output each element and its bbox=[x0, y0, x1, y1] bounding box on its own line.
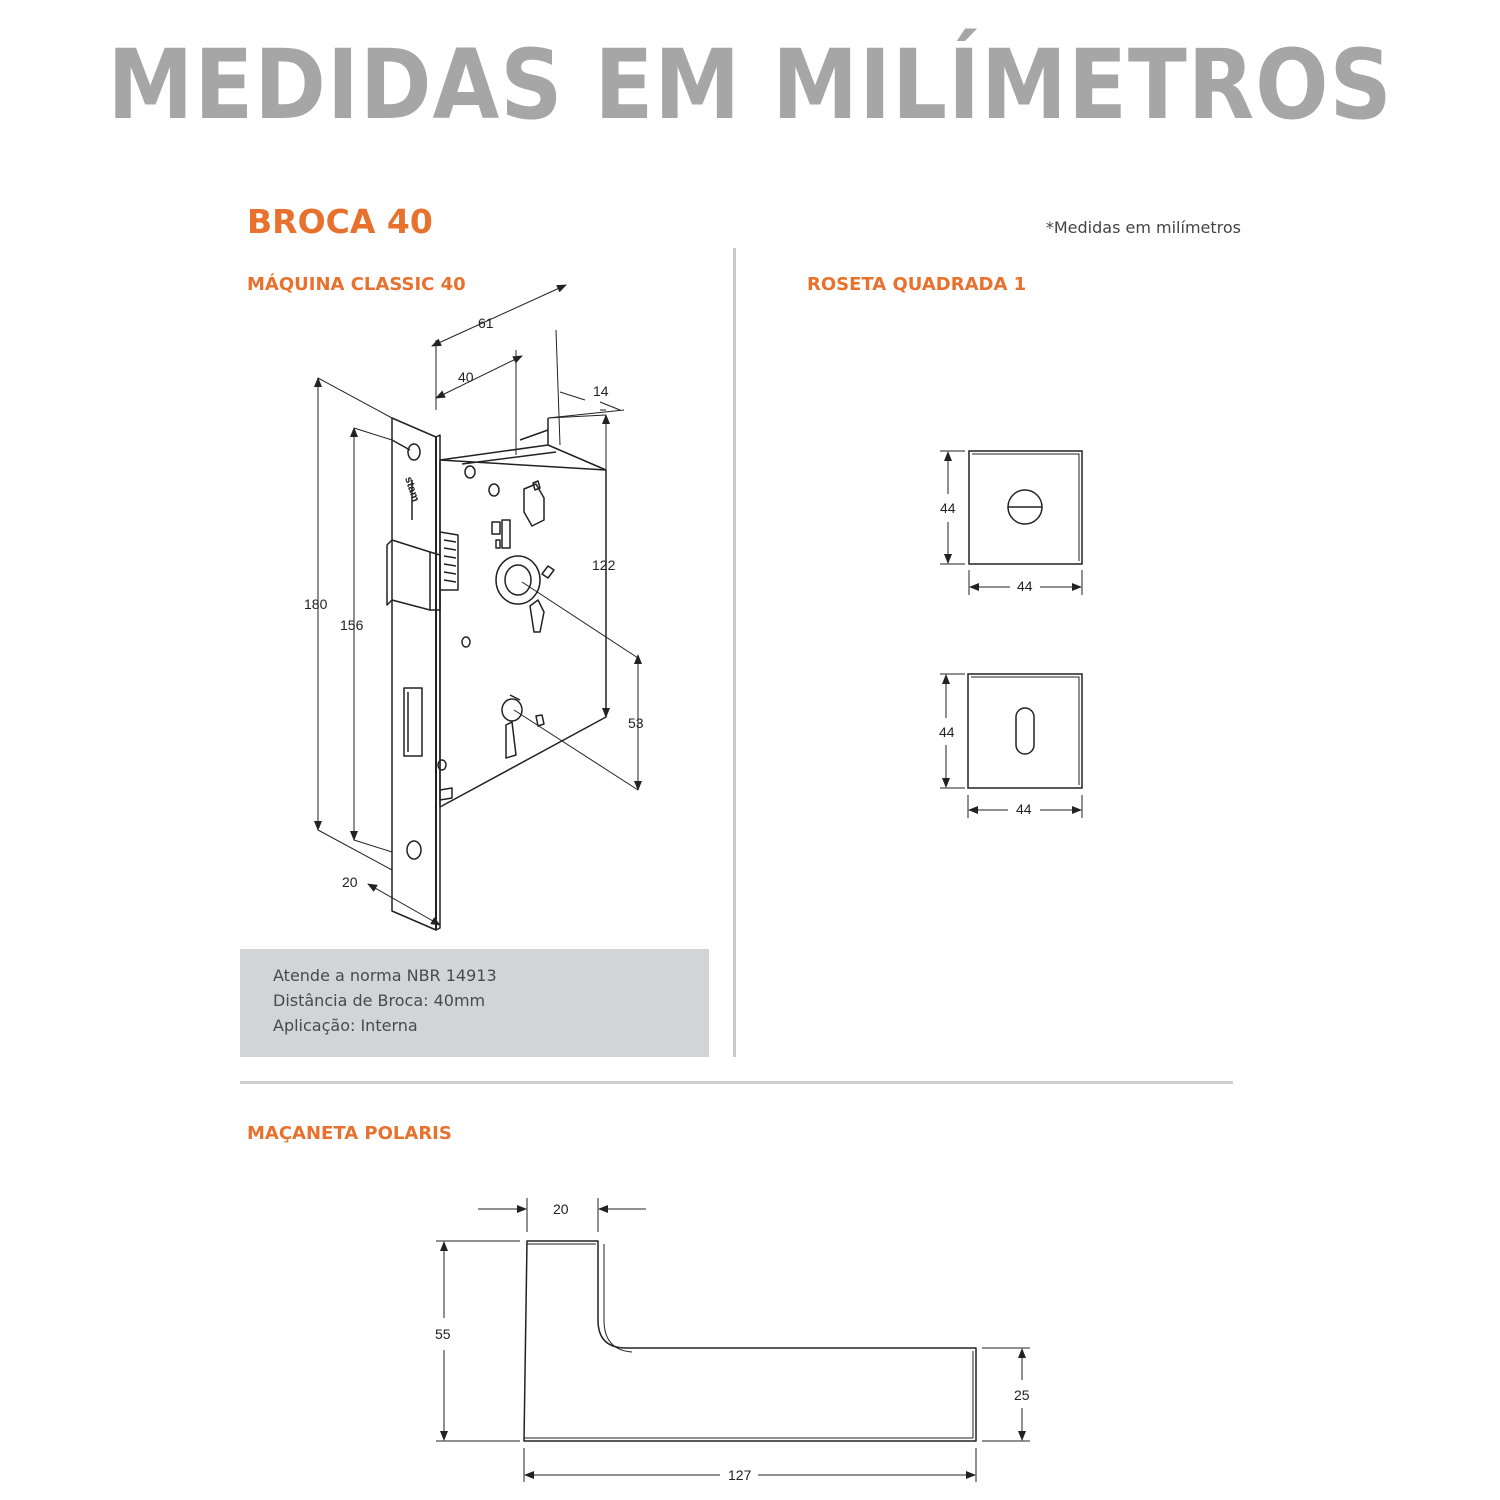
brand-mark-stam: stam bbox=[402, 475, 422, 504]
units-note: *Medidas em milímetros bbox=[1045, 218, 1241, 237]
page-title: MEDIDAS EM MILÍMETROS bbox=[107, 29, 1393, 141]
dim-machine-offset: 14 bbox=[593, 383, 609, 399]
handle-drawing bbox=[524, 1241, 976, 1441]
dim-rosette-bottom-height: 44 bbox=[939, 724, 955, 740]
subtitle-broca: BROCA 40 bbox=[247, 202, 433, 241]
dim-machine-depth-total: 61 bbox=[478, 315, 494, 331]
dim-machine-backset: 40 bbox=[458, 369, 474, 385]
section-handle-title: MAÇANETA POLARIS bbox=[247, 1123, 452, 1144]
dim-rosette-bottom-width: 44 bbox=[1016, 801, 1032, 817]
info-line-norma: Atende a norma NBR 14913 bbox=[273, 966, 497, 985]
rosette-key-drawing bbox=[968, 674, 1082, 788]
dim-machine-center-distance: 53 bbox=[628, 715, 644, 731]
section-rosette-title: ROSETA QUADRADA 1 bbox=[807, 274, 1027, 295]
dim-handle-neck-width: 20 bbox=[553, 1201, 569, 1217]
info-line-broca: Distância de Broca: 40mm bbox=[273, 991, 486, 1010]
section-machine-title: MÁQUINA CLASSIC 40 bbox=[247, 274, 466, 295]
dim-rosette-top-height: 44 bbox=[940, 500, 956, 516]
dim-machine-body-side: 122 bbox=[592, 557, 616, 573]
dim-handle-height: 55 bbox=[435, 1326, 451, 1342]
dim-handle-length: 127 bbox=[728, 1467, 752, 1483]
info-line-aplicacao: Aplicação: Interna bbox=[273, 1016, 418, 1035]
dim-handle-lever-height: 25 bbox=[1014, 1387, 1030, 1403]
dim-machine-faceplate-height: 180 bbox=[304, 596, 328, 612]
dim-rosette-top-width: 44 bbox=[1017, 578, 1033, 594]
dim-machine-faceplate-width: 20 bbox=[342, 874, 358, 890]
rosette-privacy-drawing bbox=[969, 451, 1082, 564]
dim-machine-body-height: 156 bbox=[340, 617, 364, 633]
